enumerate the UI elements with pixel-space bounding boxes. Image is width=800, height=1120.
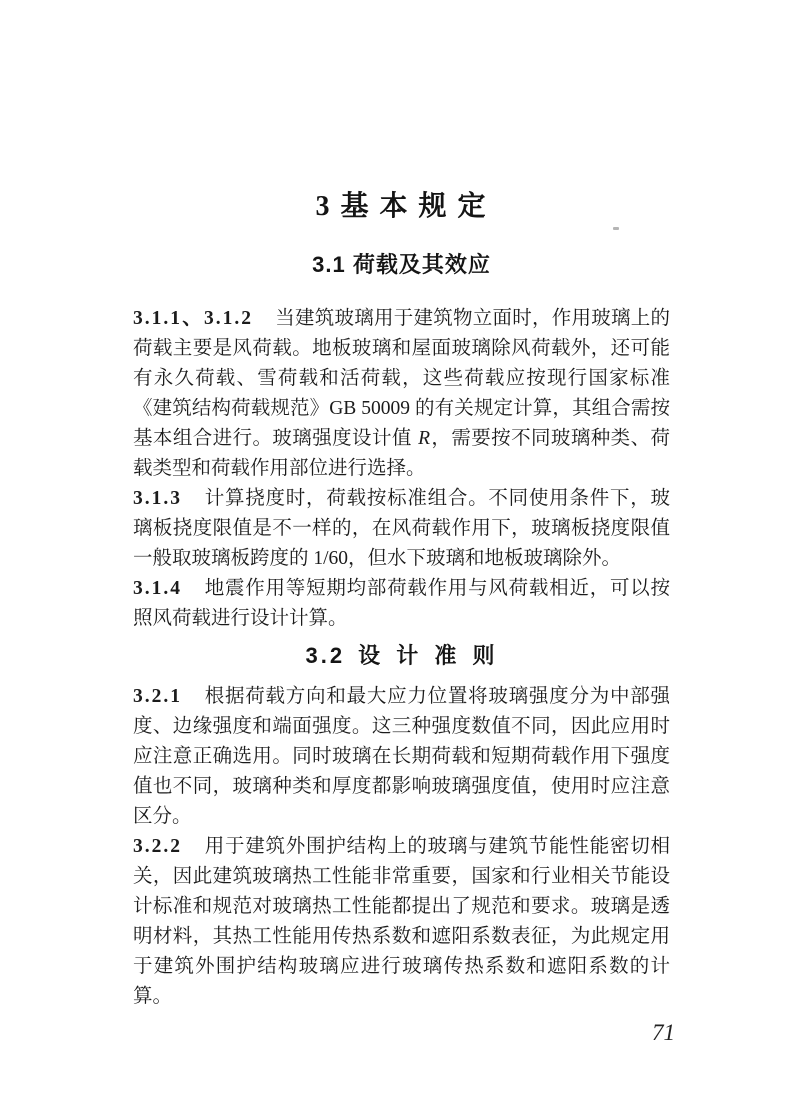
clause-text: 地震作用等短期均部荷载作用与风荷载相近，可以按照风荷载进行设计计算。 (133, 578, 670, 629)
clause-3-1-4 (133, 574, 670, 634)
scan-artifact (613, 227, 619, 230)
clause-label: 3.1.3 (133, 488, 182, 509)
clause-3-1-3 (133, 484, 670, 574)
clause-label: 3.1.1、3.1.2 (133, 308, 253, 329)
section-3-2-heading: 3.2 设 计 准 则 (305, 643, 498, 668)
section-3-1-heading: 3.1 荷载及其效应 (312, 252, 491, 277)
clause-label: 3.1.4 (133, 578, 182, 599)
clause-label: 3.2.2 (133, 836, 182, 857)
chapter-heading: 3 基 本 规 定 (315, 191, 488, 222)
clause-text: 用于建筑外围护结构上的玻璃与建筑节能性能密切相关，因此建筑玻璃热工性能非常重要，国家和行业相关节能设计标准和规范对玻璃热工性能都提出了规范和要求。玻璃是透明材料，其热工性能用传热系数和遮阳系数表征，为此规定用于建筑外围护结构玻璃应进行玻璃传热系数和遮阳系数的计算。 (133, 836, 670, 1007)
page-content (133, 0, 670, 1012)
variable-R: R (418, 428, 431, 449)
clause-3-2-2 (133, 832, 670, 1012)
clause-text: 当建筑玻璃用于建筑物立面时，作用玻璃上的荷载主要是风荷载。地板玻璃和屋面玻璃除风荷载外，还可能有永久荷载、雪荷载和活荷载，这些荷载应按现行国家标准《建筑结构荷载规范》GB 50009 的有关规定计算，其组合需按基本组合进行。玻璃强度设计值 (133, 308, 670, 449)
clause-3-2-1 (133, 682, 670, 832)
page-number: 71 (652, 1020, 675, 1045)
clause-3-1-1-3-1-2 (133, 304, 670, 484)
clause-text: ，需要按不同玻璃种类、荷载类型和荷载作用部位进行选择。 (133, 428, 670, 479)
clause-text: 计算挠度时，荷载按标准组合。不同使用条件下，玻璃板挠度限值是不一样的，在风荷载作用下，玻璃板挠度限值一般取玻璃板跨度的 1/60，但水下玻璃和地板玻璃除外。 (133, 488, 670, 569)
clause-text: 根据荷载方向和最大应力位置将玻璃强度分为中部强度、边缘强度和端面强度。这三种强度数值不同，因此应用时应注意正确选用。同时玻璃在长期荷载和短期荷载作用下强度值也不同，玻璃种类和厚度都影响玻璃强度值，使用时应注意区分。 (133, 686, 670, 827)
clause-label: 3.2.1 (133, 686, 182, 707)
